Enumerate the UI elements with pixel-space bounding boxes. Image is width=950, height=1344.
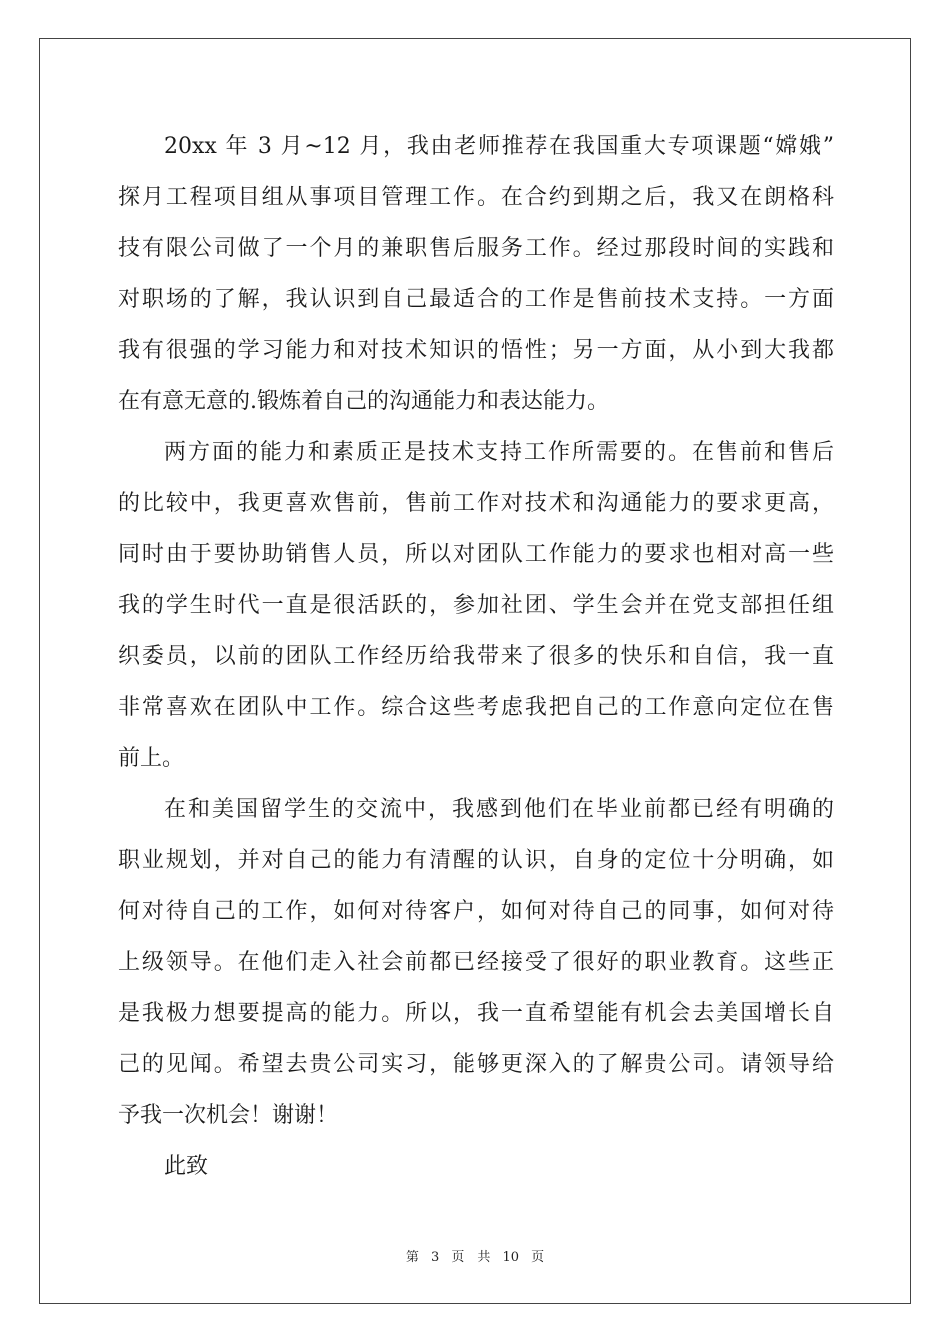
text-line: 的比较中，我更喜欢售前，售前工作对技术和沟通能力的要求更高， <box>118 491 834 516</box>
letter-body <box>118 128 834 1199</box>
text-line: 己的见闻。希望去贵公司实习，能够更深入的了解贵公司。请领导给 <box>118 1052 834 1077</box>
text-line: 是我极力想要提高的能力。所以，我一直希望能有机会去美国增长自 <box>118 1001 834 1026</box>
text-line: 我有很强的学习能力和对技术知识的悟性；另一方面，从小到大我都 <box>118 338 834 363</box>
text-line: 何对待自己的工作，如何对待客户，如何对待自己的同事，如何对待 <box>118 899 834 924</box>
page-indicator: 第 3 页 共 10 页 <box>405 1250 545 1265</box>
text-line: 职业规划，并对自己的能力有清醒的认识，自身的定位十分明确，如 <box>118 848 834 873</box>
text-line: 对职场的了解，我认识到自己最适合的工作是售前技术支持。一方面 <box>118 287 834 312</box>
text-line: 此致 <box>164 1154 209 1179</box>
text-line: 我的学生时代一直是很活跃的，参加社团、学生会并在党支部担任组 <box>118 593 834 618</box>
text-line: 上级领导。在他们走入社会前都已经接受了很好的职业教育。这些正 <box>118 950 834 975</box>
text-line: 同时由于要协助销售人员，所以对团队工作能力的要求也相对高一些 <box>118 542 834 567</box>
text-line: 在有意无意的.锻炼着自己的沟通能力和表达能力。 <box>118 389 609 414</box>
text-line: 非常喜欢在团队中工作。综合这些考虑我把自己的工作意向定位在售 <box>118 695 834 720</box>
text-line: 前上。 <box>118 746 185 771</box>
text-line: 在和美国留学生的交流中，我感到他们在毕业前都已经有明确的 <box>164 797 834 822</box>
text-line: 技有限公司做了一个月的兼职售后服务工作。经过那段时间的实践和 <box>118 236 834 261</box>
text-line: 20xx 年 3 月~12 月，我由老师推荐在我国重大专项课题“嫦娥” <box>164 134 834 159</box>
text-line: 织委员，以前的团队工作经历给我带来了很多的快乐和自信，我一直 <box>118 644 834 669</box>
text-line: 两方面的能力和素质正是技术支持工作所需要的。在售前和售后 <box>164 440 834 465</box>
text-line: 予我一次机会！谢谢！ <box>118 1103 339 1128</box>
text-line: 探月工程项目组从事项目管理工作。在合约到期之后，我又在朗格科 <box>118 185 834 210</box>
